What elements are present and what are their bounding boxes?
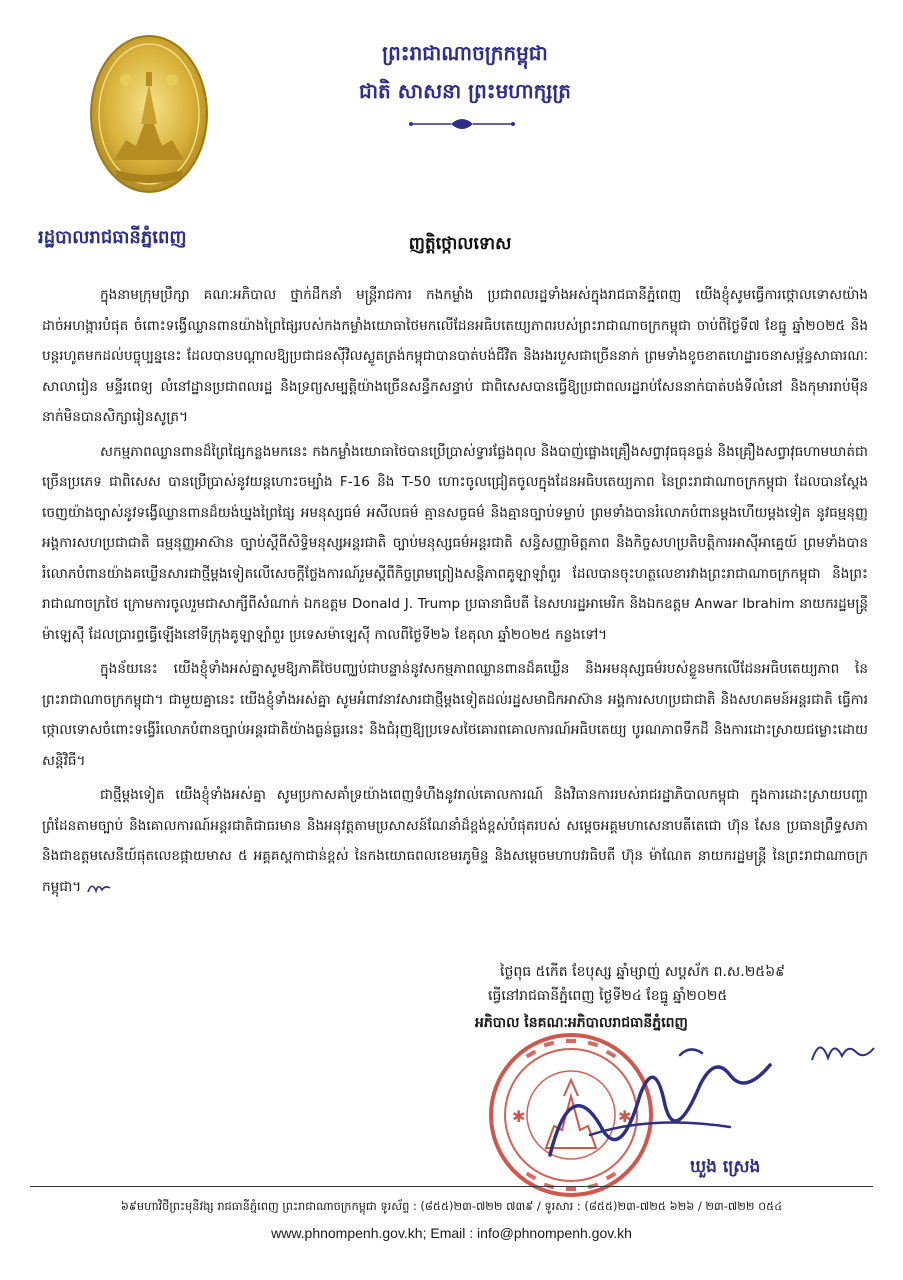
signatory-title: អភិបាល នៃគណៈអភិបាលរាជធានីភ្នំពេញ	[475, 1015, 688, 1031]
paragraph-4-text: ជាថ្មីម្តងទៀត យើងខ្ញុំទាំងអស់គ្នា សូមប្រកាសគាំទ្រយ៉ាងពេញទំហឹងនូវរាល់គោលការណ៍ និងវិធានការរបស់រាជរដ្ឋាភិបាលកម្ពុជា ក្នុងការដោះស្រាយបញ្ហាព្រំដែនតាមច្បាប់ និងគោលការណ៍អន្តរជាតិជាធរមាន និងអនុវត្តតាមប្រសាសន៍ណែនាំដ៏ខ្ពង់ខ្ពស់បំផុតរបស់ សម្តេចអគ្គមហាសេនាបតីតេជោ ហ៊ុន សែន ប្រធានព្រឹទ្ធសភា និងជាឧត្តមសេនីយ៍ផុតលេខផ្កាយមាស ៥ អគ្គគស្តកាជាន់ខ្ពស់ នៃកងយោធពលខេមរភូមិន្ទ និងសម្តេចមហាបវរធិបតី ហ៊ុន ម៉ាណែត នាយករដ្ឋមន្ត្រី នៃព្រះរាជាណាចក្រកម្ពុជា។	[42, 787, 868, 895]
ornament-divider-icon	[407, 115, 517, 133]
document-title: ញត្តិថ្កោលទោស	[408, 234, 512, 254]
place-date: ធ្វើនៅរាជធានីភ្នំពេញ ថ្ងៃទី២៤ ខែធ្នូ ឆ្នាំ២០២៥	[488, 988, 728, 1004]
paragraph-3: ក្នុងន័យនេះ យើងខ្ញុំទាំងអស់គ្នាសូមឱ្យភាគីថៃបញ្ឈប់ជាបន្ទាន់នូវសកម្មភាពឈ្លានពានដ៏គឃ្លើន និងអមនុស្សធម៌របស់ខ្លួនមកលើដែនអធិបតេយ្យភាព នៃព្រះរាជាណាចក្រកម្ពុជា។ ជាមួយគ្នានេះ យើងខ្ញុំទាំងអស់គ្នា សូមអំពាវនាវសារជាថ្មីម្តងទៀតដល់រដ្ឋសមាជិកអាស៊ាន អង្គការសហប្រជាជាតិ និងសហគមន៍អន្តរជាតិ ធ្វើការថ្កោលទោសចំពោះទង្វើរំលោភបំពានច្បាប់អន្តរជាតិយ៉ាងធ្ងន់ធ្ងរនេះ និងជំរុញឱ្យប្រទេសថៃគោរពគោលការណ៍អធិបតេយ្យ បូរណភាពទឹកដី និងការដោះស្រាយជម្លោះដោយសន្តិវិធី។	[42, 661, 868, 769]
document-body	[42, 280, 868, 906]
footer-divider	[30, 1186, 873, 1187]
paragraph-1: ក្នុងនាមក្រុមប្រឹក្សា គណៈអភិបាល ថ្នាក់ដឹកនាំ មន្ត្រីរាជការ កងកម្លាំង ប្រជាពលរដ្ឋទាំងអស់ក្នុងរាជធានីភ្នំពេញ យើងខ្ញុំសូមធ្វើការថ្កោលទោសយ៉ាងដាច់អហង្ការបំផុត ចំពោះទង្វើឈ្លានពានយ៉ាងព្រៃផ្សៃរបស់កងកម្លាំងយោធាថៃមកលើដែនអធិបតេយ្យភាពរបស់ព្រះរាជាណាចក្រកម្ពុជា ចាប់ពីថ្ងៃទី៧ ខែធ្នូ ឆ្នាំ២០២៥ និង បន្តរហូតមកដល់បច្ចុប្បន្ននេះ ដែលបានបណ្តាលឱ្យប្រជាជនស៊ីវិលស្លូតត្រង់កម្ពុជាបានបាត់បង់ជីវិត និងរងរបួសជាច្រើននាក់ ព្រមទាំងខូចខាតហេដ្ឋារចនាសម្ព័ន្ធសាធារណៈ សាលារៀន មន្ទីរពេទ្យ លំនៅដ្ឋានប្រជាពលរដ្ឋ និងទ្រព្យសម្បត្តិយ៉ាងច្រើនសន្ធឹកសន្ធាប់ ជាពិសេសបានធ្វើឱ្យប្រជាពលរដ្ឋរាប់សែននាក់បាត់បង់ទីលំនៅ និងកុមាររាប់ម៉ឺននាក់មិនបានសិក្សារៀនសូត្រ។	[42, 287, 868, 425]
footer-web-email: www.phnompenh.gov.kh; Email : info@phnompenh.gov.kh	[271, 1225, 632, 1241]
svg-text:✱: ✱	[512, 1107, 526, 1126]
signer-name: ឃួង ស្រេង	[690, 1157, 761, 1177]
svg-text:✱: ✱	[618, 1107, 632, 1126]
issuing-authority: រដ្ឋបាលរាជធានីភ្នំពេញ	[38, 227, 187, 248]
national-motto: ជាតិ សាសនា ព្រះមហាក្សត្រ	[359, 79, 571, 103]
kingdom-heading: ព្រះរាជាណាចក្រកម្ពុជា	[382, 41, 548, 65]
paragraph-2: សកម្មភាពឈ្លានពានដ៏ព្រៃផ្សៃកន្លងមកនេះ កងកម្លាំងយោធាថៃបានប្រើប្រាស់ទ្វារផ្លែងពុល និងបាញ់ផ្លោងគ្រឿងសព្វាវុធធុនធ្ងន់ និងគ្រឿងសព្វាវុធហាមឃាត់ជាច្រើនប្រភេទ ជាពិសេស បានប្រើប្រាស់នូវយន្តហោះចម្បាំង F-16 និង T-50 ហោះចូលជ្រៀតចូលក្នុងដែនអធិបតេយ្យភាព នៃព្រះរាជាណាចក្រកម្ពុជា ដែលបានស្តែងចេញយ៉ាងច្បាស់នូវទង្វើឈ្លានពានដ៏យង់ឃ្នងព្រៃផ្សៃ អមនុស្សធម៌ អសីលធម៌ គ្មានសច្ចធម៌ និងគ្មានច្បាប់ទម្លាប់ ព្រមទាំងបានរំលោភបំពានម្តងហើយម្តងទៀត នូវធម្មនុញ្ញអង្គការសហប្រជាជាតិ ធម្មនុញ្ញអាស៊ាន ច្បាប់ស្តីពីសិទ្ធិមនុស្សអន្តរជាតិ ច្បាប់មនុស្សធម៌អន្តរជាតិ សន្ធិសញ្ញាមិត្តភាព និងកិច្ចសហប្រតិបត្តិការអាស៊ីអាគ្នេយ៍ ព្រមទាំងបានរំលោភបំពានយ៉ាងគឃ្លើនសារជាថ្មីម្តងទៀតលើសេចក្តីថ្លែងការណ៍រួមស្តីពីកិច្ចព្រមព្រៀងសន្តិភាពគូឡាឡាំពួរ ដែលបានចុះហត្ថលេខារវាងព្រះរាជាណាចក្រកម្ពុជា និងព្រះរាជាណាចក្រថៃ ក្រោមការចូលរួមជាសាក្សីពីសំណាក់ ឯកឧត្តម Donald J. Trump ប្រធានាធិបតី នៃសហរដ្ឋអាមេរិក និងឯកឧត្តម Anwar Ibrahim នាយករដ្ឋមន្ត្រីម៉ាឡេស៊ី ដែលប្រារព្ធធ្វើឡើងនៅទីក្រុងគូឡាឡាំពួរ ប្រទេសម៉ាឡេស៊ី កាលពីថ្ងៃទី២៦ ខែតុលា ឆ្នាំ២០២៥ កន្លងទៅ។	[42, 443, 868, 643]
city-emblem-icon	[86, 20, 212, 196]
lunar-date: ថ្ងៃពុធ ៥កើត ខែបុស្ស ឆ្នាំម្សាញ់ សប្តស័ក ព.ស.២៥៦៩	[500, 964, 786, 980]
initial-signature-icon	[808, 1030, 878, 1070]
initial-mark-icon	[86, 879, 112, 895]
footer-address: ៦៩មហាវិថីព្រះមុនីវង្ស រាជធានីភ្នំពេញ ព្រះរាជាណាចក្រកម្ពុជា ទូរស័ព្ទ : (៨៥៥)២៣-៧២២ ៧៣៩ / ទូរសារ : (៨៥៥)២៣-៧២៥ ៦២៦ / ២៣-៧២២ ០៥៤	[120, 1199, 783, 1213]
paragraph-4	[42, 780, 868, 902]
